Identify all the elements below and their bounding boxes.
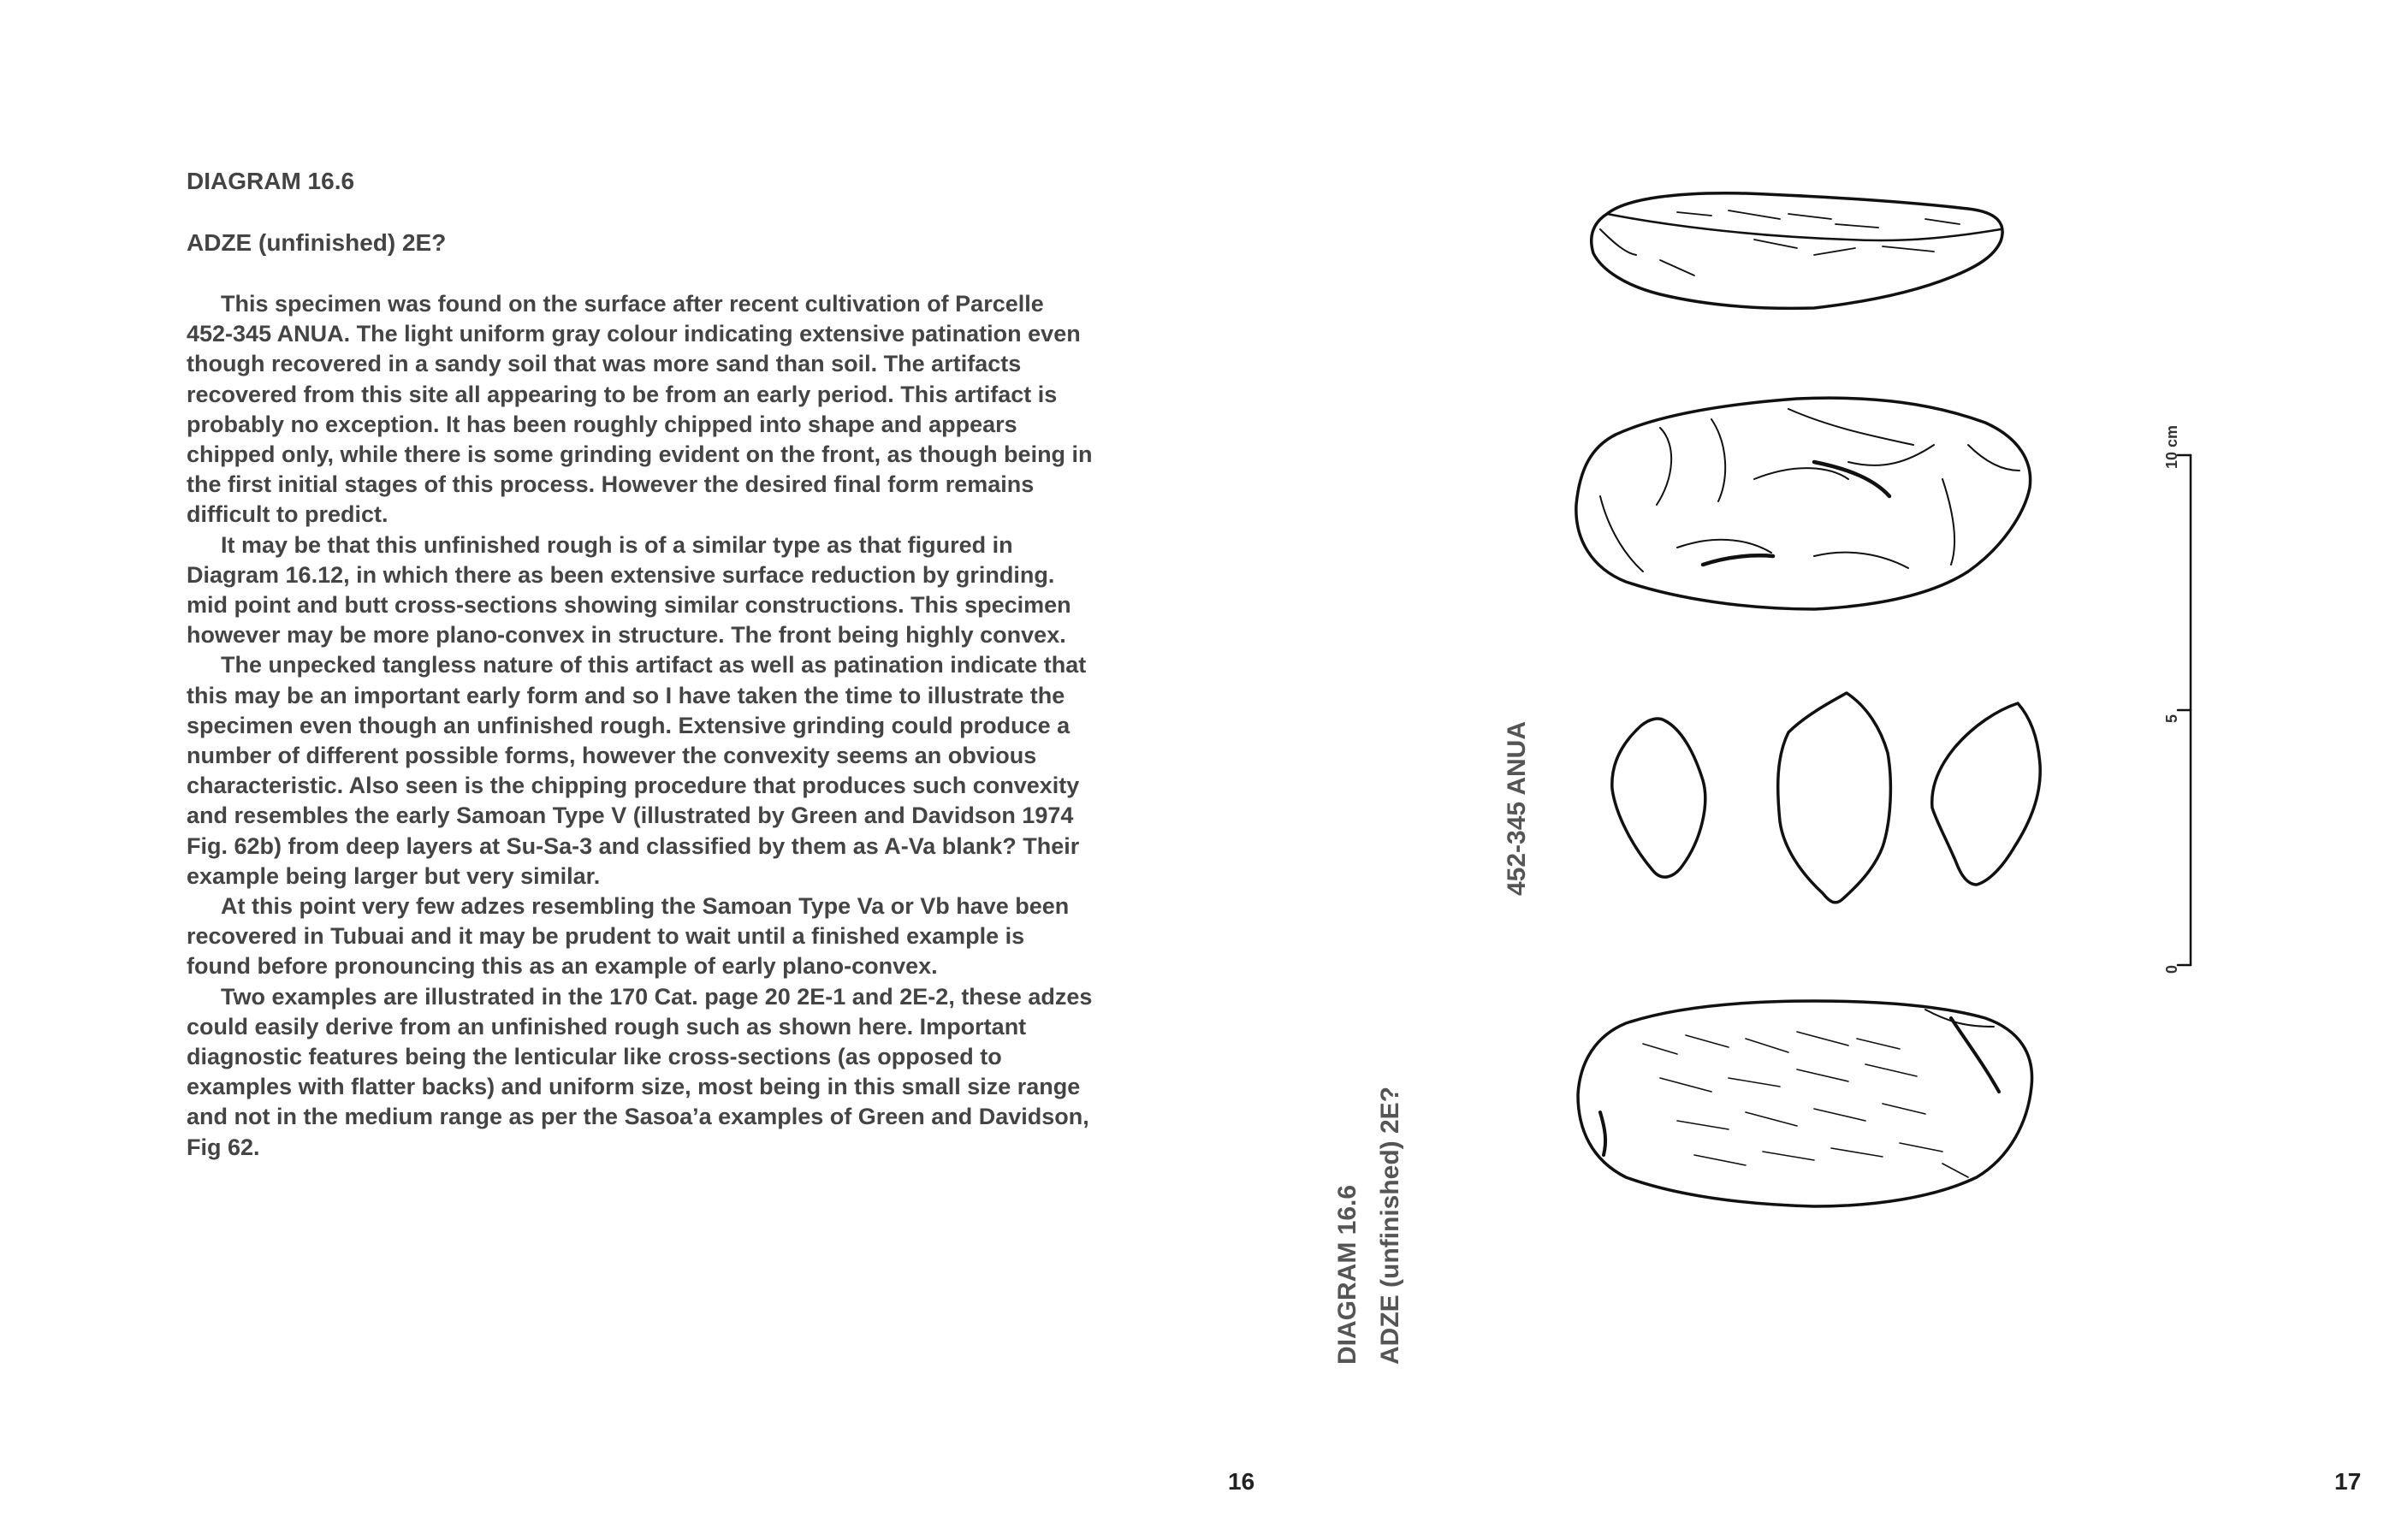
paragraph: At this point very few adzes resembling the Samoan Type Va or Vb have been recovered in Tubuai and it may be prudent to wait until a finished example is found before pronouncing this as an example of early plano-convex. xyxy=(187,893,1070,980)
scale-label-5: 5 xyxy=(2163,714,2180,723)
page-number: 16 xyxy=(1228,1468,1255,1495)
adze-cross-section-butt xyxy=(1612,719,1705,877)
scale-bar xyxy=(2178,455,2191,965)
adze-front-face xyxy=(1576,398,2031,609)
scale-label-0: 0 xyxy=(2163,964,2180,974)
adze-cross-section-mid xyxy=(1778,693,1891,903)
page-title: ADZE (unfinished) 2E? xyxy=(187,229,447,256)
adze-side-profile xyxy=(1592,193,2002,309)
body-text xyxy=(187,289,1094,1163)
paragraph: This specimen was found on the surface after recent cultivation of Parcelle 452-345 ANUA. The light uniform gray colour indicating extensive patination even though recovered in a sandy soil that was more sand than soil. The artifacts recovered from this site all appearing to be from an early period. This artifact is probably no exception. It has been roughly chipped into shape and appears chipped only, while there is some grinding evident on the front, as though being in the first initial stages of this process. However the desired final form remains difficult to predict. xyxy=(187,291,1093,528)
adze-cross-section-tip xyxy=(1932,703,2040,885)
caption-title: ADZE (unfinished) 2E? xyxy=(1376,1087,1404,1365)
adze-drawing xyxy=(1198,0,2396,1540)
caption-diagram-label: DIAGRAM 16.6 xyxy=(1333,1184,1361,1365)
paragraph: The unpecked tangless nature of this artifact as well as patination indicate that this may be an important early form and so I have taken the time to illustrate the specimen even though an unfinished rough. Extensive grinding could produce a number of different possible forms, however the convexity seems an obvious characteristic. Also seen is the chipping procedure that produces such convexity and resembles the early Samoan Type V (illustrated by Green and Davidson 1974 Fig. 62b) from deep layers at Su-Sa-3 and classified by them as A-Va blank? Their example being larger but very similar. xyxy=(187,652,1087,889)
diagram-label: DIAGRAM 16.6 xyxy=(187,168,355,194)
paragraph: It may be that this unfinished rough is of a similar type as that figured in Diagram 16.12, in which there as been extensive surface reduction by grinding. mid point and butt cross-sections showing similar constructions. This specimen however may be more plano-convex in structure. The front being highly convex. xyxy=(187,531,1071,649)
adze-back-face xyxy=(1578,1001,2032,1206)
right-page xyxy=(1198,0,2396,1540)
page-number: 17 xyxy=(2334,1468,2362,1495)
scale-label-10cm: 10 cm xyxy=(2163,424,2180,469)
site-label: 452-345 ANUA xyxy=(1503,721,1531,896)
paragraph: Two examples are illustrated in the 170 Cat. page 20 2E-1 and 2E-2, these adzes could easily derive from an unfinished rough such as shown here. Important diagnostic features being the lenticular like cross-sections (as opposed to examples with flatter backs) and uniform size, most being in this small size range and not in the medium range as per the Sasoa’a examples of Green and Davidson, Fig 62. xyxy=(187,983,1093,1160)
